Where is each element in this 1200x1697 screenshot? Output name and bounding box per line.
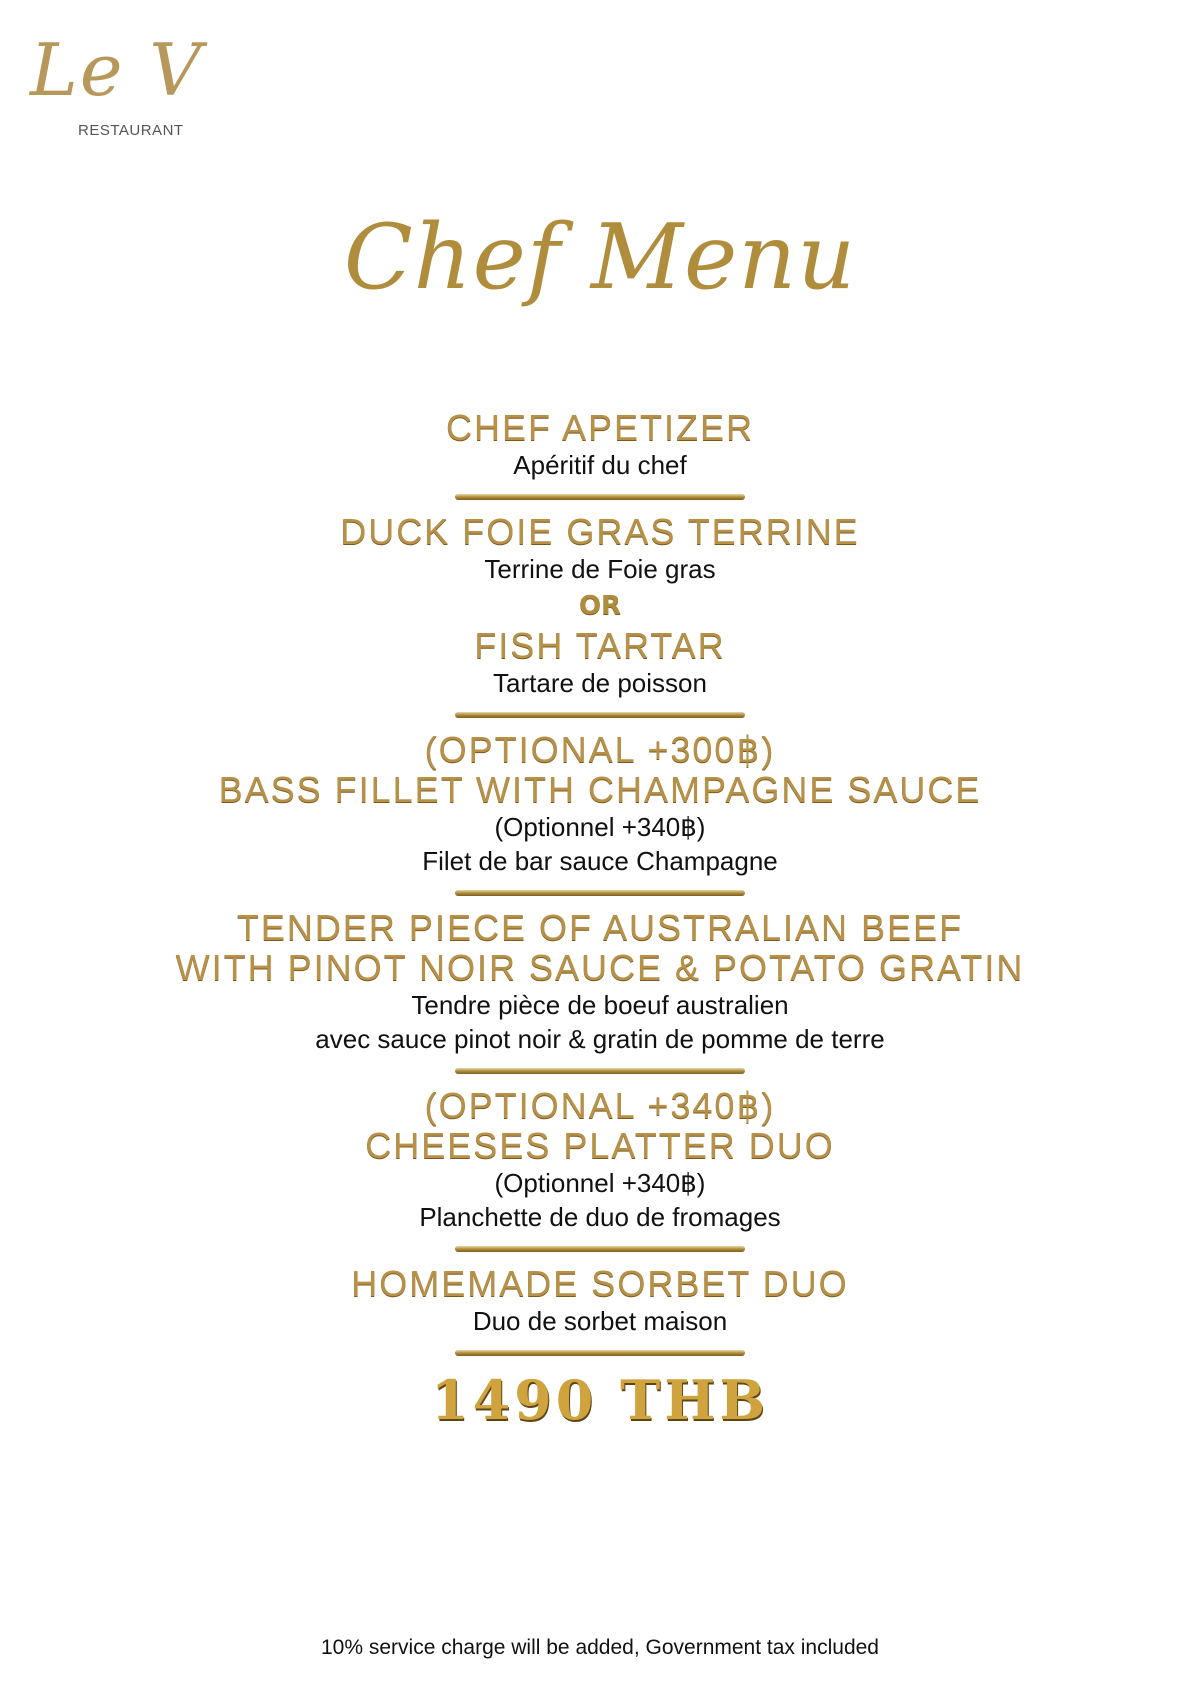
course-foie-gras: [0, 512, 1200, 586]
restaurant-logo: [18, 22, 308, 152]
course-name-fr: Planchette de duo de fromages: [419, 1202, 781, 1232]
logo-subtitle: RESTAURANT: [78, 122, 184, 139]
optional-note: (OPTIONAL +300฿): [424, 729, 776, 770]
course-australian-beef: [0, 908, 1200, 1056]
optional-note: (OPTIONAL +340฿): [424, 1085, 776, 1126]
menu-price: 1490 THB: [431, 1368, 769, 1432]
course-name-fr-line2: avec sauce pinot noir & gratin de pomme de terre: [315, 1024, 885, 1054]
gold-divider: [455, 1068, 745, 1074]
course-name-fr: Filet de bar sauce Champagne: [422, 846, 778, 876]
menu-title: Chef Menu: [343, 205, 857, 310]
course-name-fr: Apéritif du chef: [513, 450, 687, 480]
course-name-fr: Tartare de poisson: [493, 668, 707, 698]
course-name-fr-line1: Tendre pièce de boeuf australien: [411, 990, 789, 1020]
course-name: HOMEMADE SORBET DUO: [351, 1263, 849, 1304]
gold-divider: [455, 1350, 745, 1356]
course-chef-apetizer: [0, 408, 1200, 482]
gold-divider: [455, 890, 745, 896]
footer-note: 10% service charge will be added, Government tax included: [321, 1636, 879, 1659]
gold-divider: [455, 712, 745, 718]
menu-courses: [0, 408, 1200, 1432]
optional-note-fr: (Optionnel +340฿): [494, 812, 706, 842]
course-bass-fillet: [0, 730, 1200, 878]
logo-brand: Le V: [30, 28, 204, 112]
course-name-fr: Terrine de Foie gras: [484, 554, 716, 584]
course-sorbet-duo: [0, 1264, 1200, 1338]
or-separator: OR: [578, 591, 622, 621]
course-name-line2: WITH PINOT NOIR SAUCE & POTATO GRATIN: [175, 947, 1025, 988]
course-name-fr: Duo de sorbet maison: [472, 1306, 728, 1336]
course-name: FISH TARTAR: [474, 625, 726, 666]
course-name-line1: TENDER PIECE OF AUSTRALIAN BEEF: [236, 907, 964, 948]
gold-divider: [455, 494, 745, 500]
course-name: CHEF APETIZER: [445, 407, 755, 448]
course-name: DUCK FOIE GRAS TERRINE: [340, 511, 860, 552]
optional-note-fr: (Optionnel +340฿): [494, 1168, 706, 1198]
course-cheese-platter: [0, 1086, 1200, 1234]
gold-divider: [455, 1246, 745, 1252]
course-name: CHEESES PLATTER DUO: [365, 1125, 835, 1166]
course-fish-tartar: [0, 626, 1200, 700]
course-name: BASS FILLET WITH CHAMPAGNE SAUCE: [218, 769, 982, 810]
